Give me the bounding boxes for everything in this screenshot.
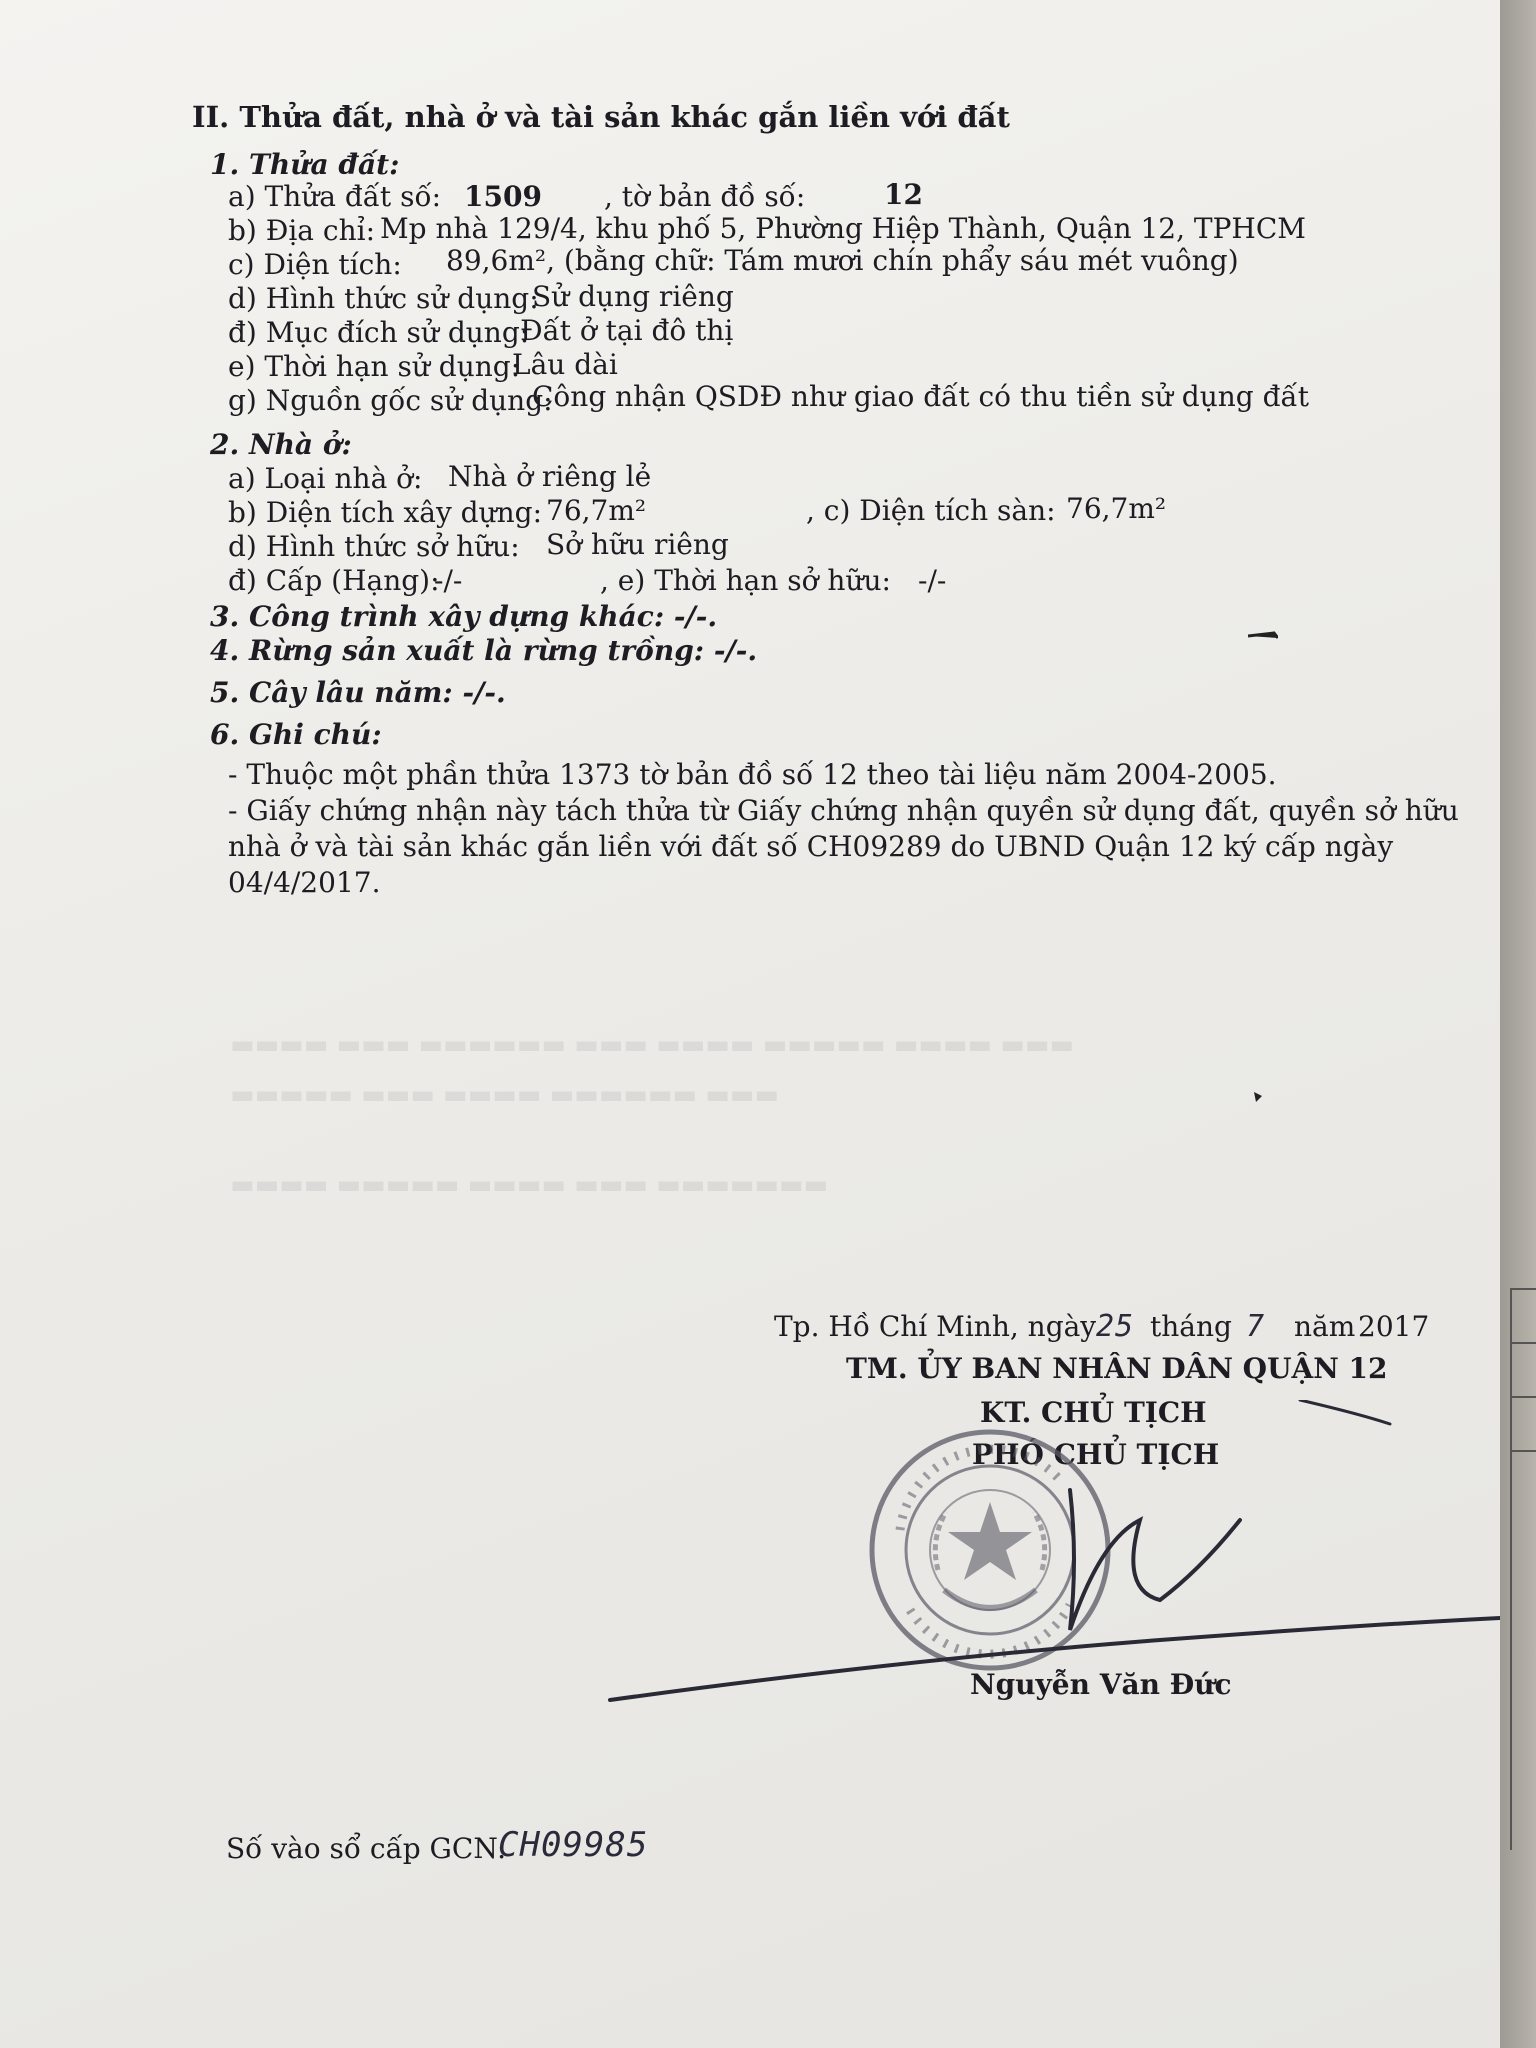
note-line-4: 04/4/2017. xyxy=(228,866,381,899)
note-line-3: nhà ở và tài sản khác gắn liền với đất số CH09289 do UBND Quận 12 ký cấp ngày xyxy=(228,830,1394,863)
land-heading: 1. Thửa đất: xyxy=(210,148,400,181)
perennial-trees: 5. Cây lâu năm: -/-. xyxy=(210,676,506,709)
note-line-2: - Giấy chứng nhận này tách thửa từ Giấy chứng nhận quyền sử dụng đất, quyền sở hữu xyxy=(228,794,1459,827)
signer-name: Nguyễn Văn Đức xyxy=(970,1668,1232,1701)
other-works: 3. Công trình xây dựng khác: -/-. xyxy=(210,600,718,633)
land-b-label: b) Địa chỉ: xyxy=(228,214,375,247)
underlying-form-grid xyxy=(1510,1288,1536,1850)
date-day: 25 xyxy=(1096,1309,1135,1344)
land-dd-label: đ) Mục đích sử dụng: xyxy=(228,316,530,349)
ink-mark-icon xyxy=(1248,630,1278,642)
house-c-label: , c) Diện tích sàn: xyxy=(806,494,1056,527)
house-d-label: d) Hình thức sở hữu: xyxy=(228,530,520,563)
bleed-through-text: ▬▬▬▬ ▬▬▬ ▬▬▬▬▬▬ ▬▬▬ ▬▬▬▬ ▬▬▬▬▬ ▬▬▬▬ ▬▬▬ xyxy=(230,1030,1074,1060)
section-title: II. Thửa đất, nhà ở và tài sản khác gắn liền với đất xyxy=(192,100,1010,134)
role-acting-chair: KT. CHỦ TỊCH xyxy=(980,1396,1207,1429)
land-purpose: Đất ở tại đô thị xyxy=(520,314,734,347)
house-dd-label: đ) Cấp (Hạng): xyxy=(228,564,440,597)
date-year: 2017 xyxy=(1358,1310,1430,1343)
registry-number: CH09985 xyxy=(498,1825,649,1865)
land-area: 89,6m², (bằng chữ: Tám mươi chín phẩy sáu mét vuông) xyxy=(446,244,1239,277)
house-build-area: 76,7m² xyxy=(546,494,647,527)
land-d-label: d) Hình thức sử dụng: xyxy=(228,282,539,315)
date-month-label: tháng xyxy=(1150,1310,1232,1343)
land-address: Mp nhà 129/4, khu phố 5, Phường Hiệp Thành, Quận 12, TPHCM xyxy=(380,212,1306,245)
date-prefix: Tp. Hồ Chí Minh, ngày xyxy=(774,1310,1097,1343)
land-usage-form: Sử dụng riêng xyxy=(532,280,734,313)
house-heading: 2. Nhà ở: xyxy=(210,428,352,461)
land-term: Lâu dài xyxy=(512,348,618,381)
ink-dot-icon xyxy=(1252,1090,1264,1104)
land-origin: Công nhận QSDĐ như giao đất có thu tiền sử dụng đất xyxy=(532,380,1309,413)
notes-heading: 6. Ghi chú: xyxy=(210,718,382,751)
house-ownership: Sở hữu riêng xyxy=(546,528,729,561)
land-e-label: e) Thời hạn sử dụng: xyxy=(228,350,521,383)
land-g-label: g) Nguồn gốc sử dụng: xyxy=(228,384,553,417)
house-term: -/- xyxy=(918,564,947,597)
bleed-through-text: ▬▬▬▬▬ ▬▬▬ ▬▬▬▬ ▬▬▬▬▬▬ ▬▬▬ xyxy=(230,1080,779,1110)
land-map-number: 12 xyxy=(884,178,923,211)
role-vice-chair: PHÓ CHỦ TỊCH xyxy=(972,1438,1220,1471)
land-a-label: a) Thửa đất số: xyxy=(228,180,442,213)
land-parcel-number: 1509 xyxy=(464,180,542,213)
production-forest: 4. Rừng sản xuất là rừng trồng: -/-. xyxy=(210,634,758,667)
date-year-label: năm xyxy=(1294,1310,1356,1343)
land-c-label: c) Diện tích: xyxy=(228,248,402,281)
house-floor-area: 76,7m² xyxy=(1066,492,1167,525)
house-b-label: b) Diện tích xây dựng: xyxy=(228,496,543,529)
land-map-label: , tờ bản đồ số: xyxy=(604,180,806,213)
house-e-label: , e) Thời hạn sở hữu: xyxy=(600,564,891,597)
registry-label: Số vào sổ cấp GCN: xyxy=(226,1832,507,1865)
date-month: 7 xyxy=(1246,1309,1266,1344)
bleed-through-text: ▬▬▬▬ ▬▬▬▬▬ ▬▬▬▬ ▬▬▬ ▬▬▬▬▬▬▬ xyxy=(230,1170,829,1200)
house-a-label: a) Loại nhà ở: xyxy=(228,462,423,495)
note-line-1: - Thuộc một phần thửa 1373 tờ bản đồ số 12 theo tài liệu năm 2004-2005. xyxy=(228,758,1277,791)
house-type: Nhà ở riêng lẻ xyxy=(448,460,652,493)
issuing-organization: TM. ỦY BAN NHÂN DÂN QUẬN 12 xyxy=(846,1352,1388,1385)
house-grade: -/- xyxy=(434,564,463,597)
